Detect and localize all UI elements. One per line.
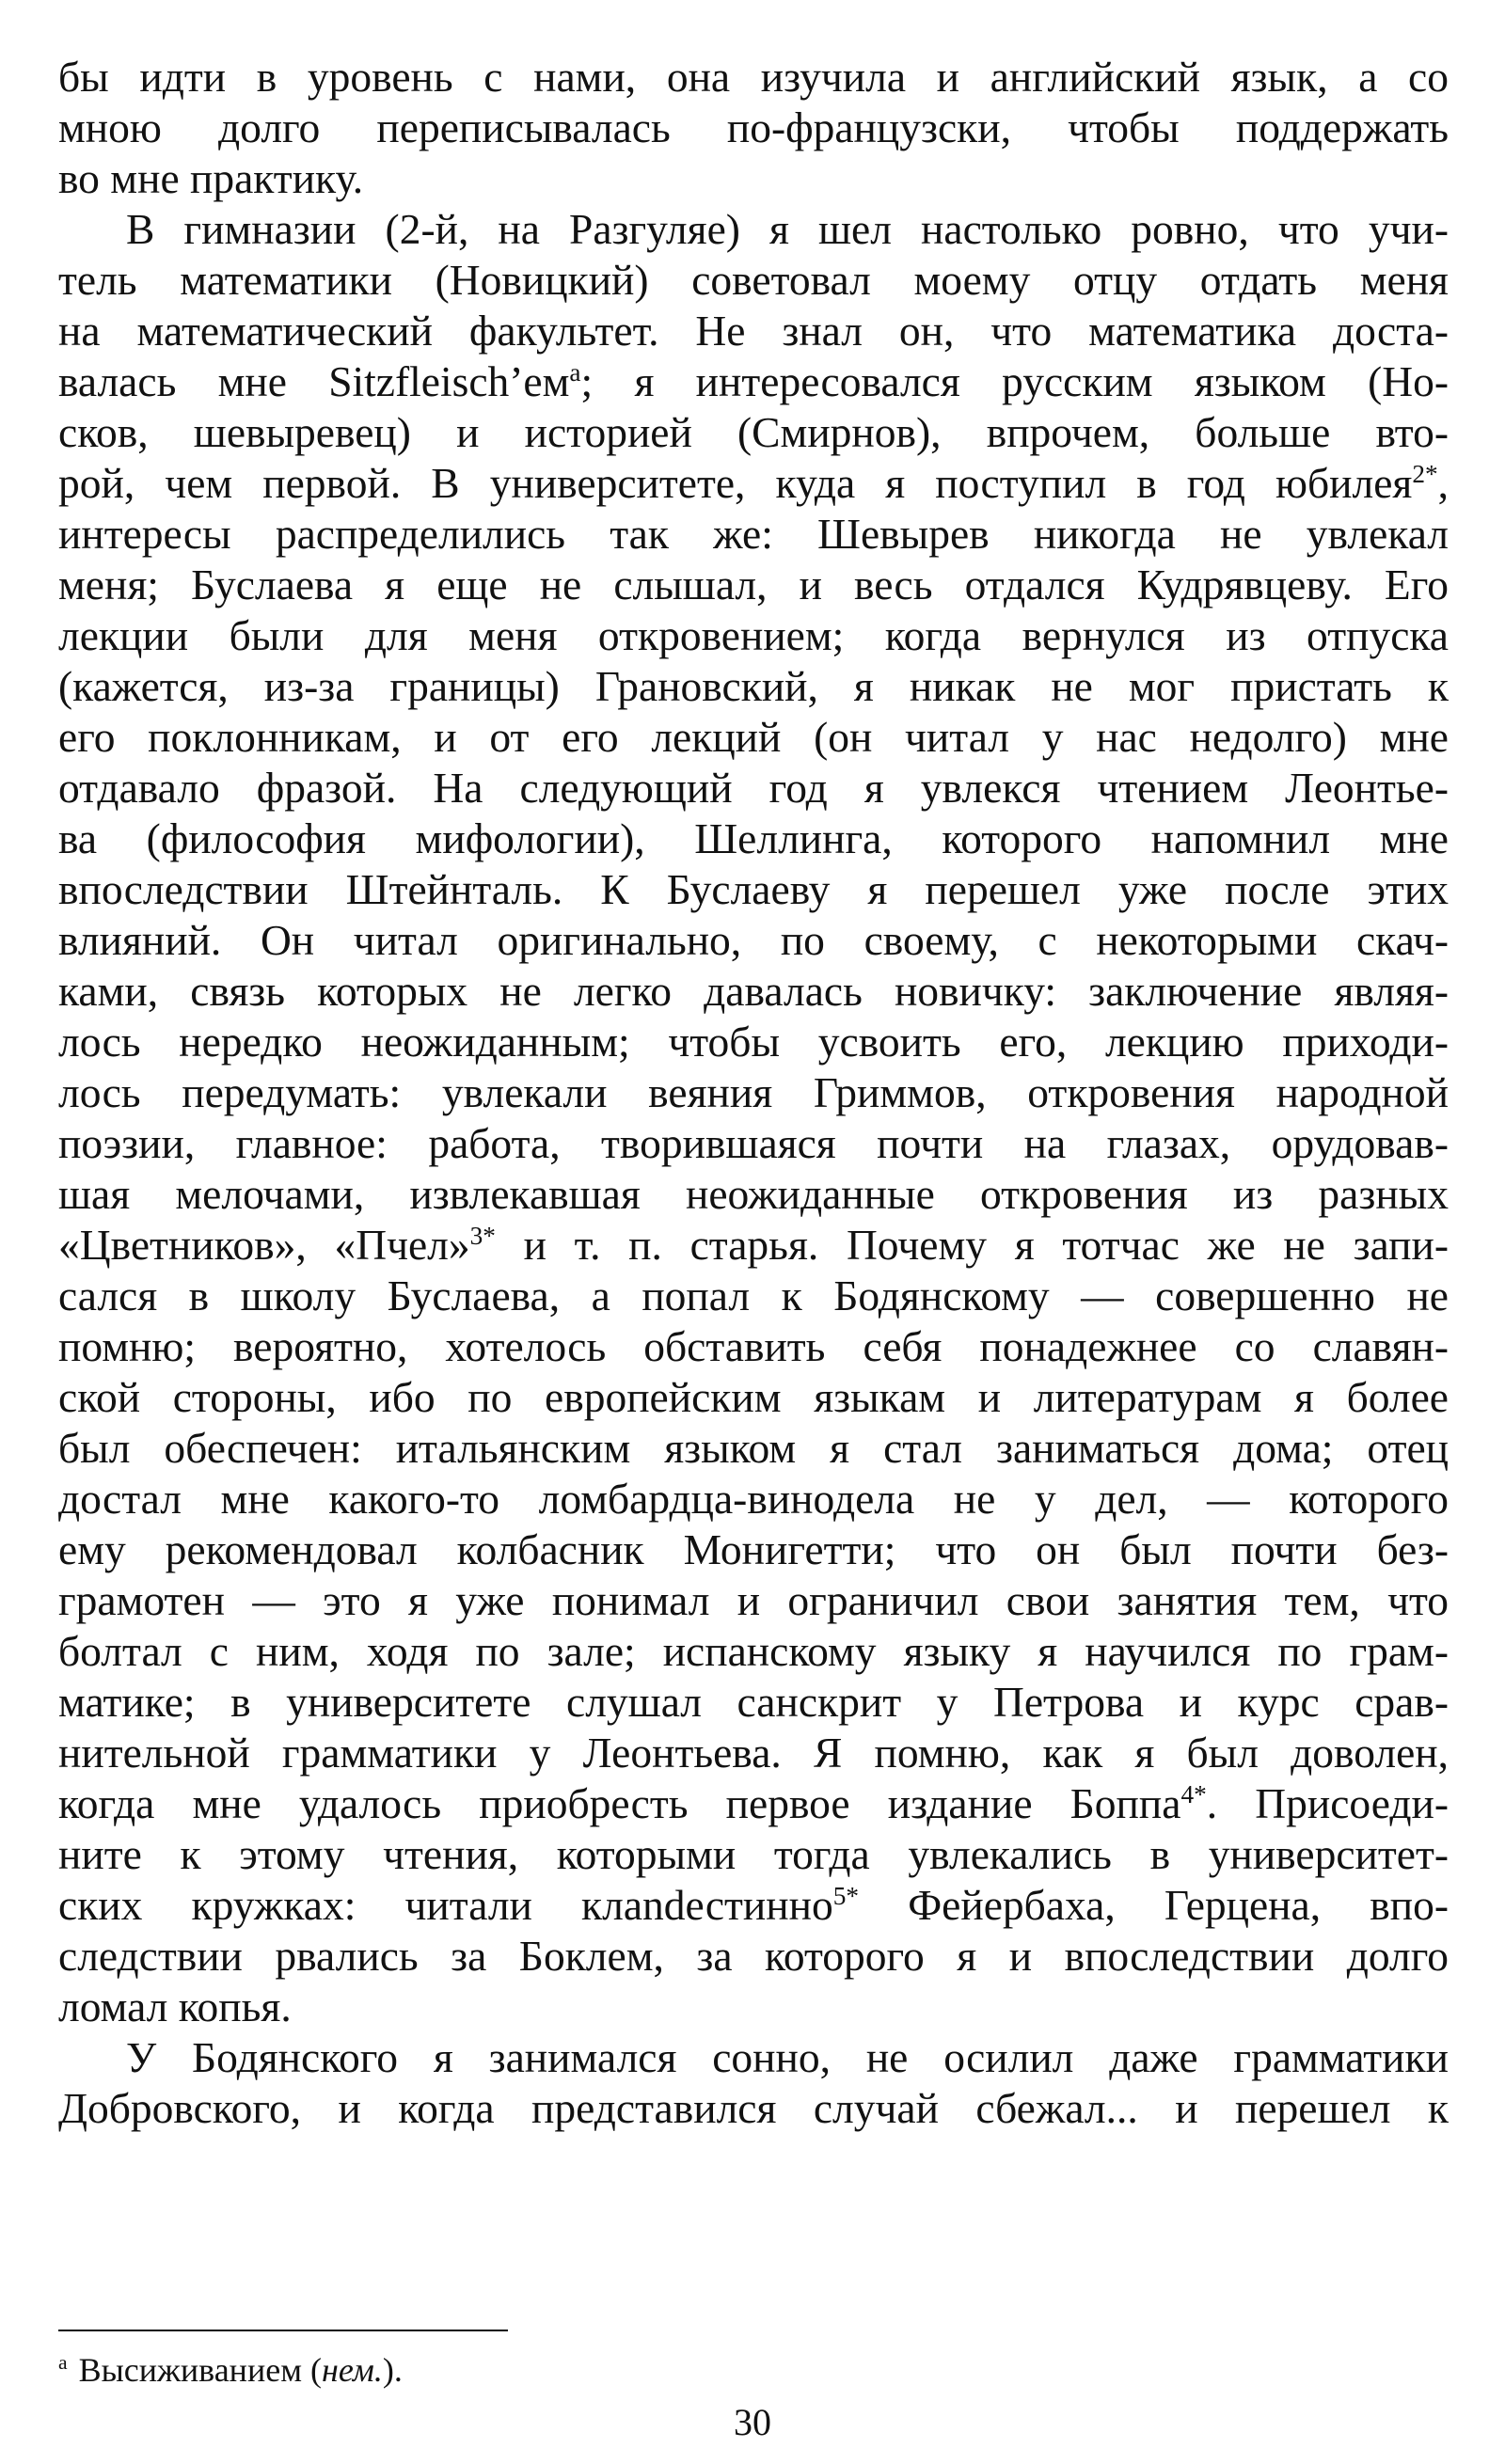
text-line-content: ните к этому чтения, которыми тогда увлекались в университет- — [58, 1830, 1449, 1878]
text-line — [58, 1423, 1449, 1474]
text-line-continuation: . Присоеди- — [1206, 1779, 1449, 1827]
text-line-content: ской стороны, ибо по европейским языкам и литературам я более — [58, 1373, 1449, 1421]
footnote-text: Высиживанием ( — [78, 2351, 322, 2389]
text-line-content: его поклонникам, и от его лекций (он читал у нас недолго) мне — [58, 713, 1449, 761]
text-line — [58, 52, 1449, 103]
text-line-content: нительной грамматики у Леонтьева. Я помню, как я был доволен, — [58, 1729, 1449, 1777]
text-line — [58, 1728, 1449, 1778]
text-line-content: лось нередко неожиданным; чтобы усвоить его, лекцию приходи- — [58, 1018, 1449, 1066]
text-line — [58, 1169, 1449, 1220]
text-line-continuation: ; я интересовался русским языком (Но- — [580, 357, 1449, 405]
text-line — [58, 153, 1449, 204]
text-line — [58, 1626, 1449, 1677]
text-line — [58, 458, 1449, 509]
text-line — [58, 1118, 1449, 1169]
text-line — [58, 1017, 1449, 1067]
text-line-continuation: , — [1437, 459, 1449, 507]
text-line-content: интересы распределились так же: Шевырев никогда не увлекал — [58, 510, 1449, 558]
text-line-content: сался в школу Буслаева, а попал к Бодянскому — совершенно не — [58, 1271, 1449, 1319]
text-line-content: ских кружках: читали клandестинно — [58, 1881, 833, 1929]
text-line-continuation: и т. п. старья. Почему я тотчас же не запи- — [495, 1221, 1449, 1269]
text-line — [58, 915, 1449, 966]
text-line — [58, 1220, 1449, 1271]
text-line — [58, 1474, 1449, 1524]
text-line-content: болтал с ним, ходя по зале; испанскому языку я научился по грам- — [58, 1627, 1449, 1675]
text-line-content: грамотен — это я уже понимал и ограничил свои занятия тем, что — [58, 1576, 1449, 1624]
text-line — [58, 712, 1449, 763]
text-line — [58, 1524, 1449, 1575]
note-reference: 2* — [1412, 459, 1438, 488]
footnote-divider — [58, 2330, 508, 2331]
text-line-content: сков, шевыревец) и историей (Смирнов), впрочем, больше вто- — [58, 408, 1449, 456]
text-line-content: лекции были для меня откровением; когда вернулся из отпуска — [58, 611, 1449, 659]
note-reference: 5* — [832, 1881, 860, 1910]
text-line-content: помню; вероятно, хотелось обставить себя понадежнее со славян- — [58, 1322, 1449, 1370]
text-line-content: поэзии, главное: работа, творившаяся почти на глазах, орудовав- — [58, 1119, 1449, 1167]
text-line-content: бы идти в уровень с нами, она изучила и английский язык, а со — [58, 53, 1449, 101]
note-reference: а — [569, 357, 581, 387]
text-line-content: мною долго переписывалась по-французски, чтобы поддержать — [58, 103, 1449, 151]
text-line — [58, 1982, 1449, 2032]
text-line-content: достал мне какого-то ломбардца-винодела не у дел, — которого — [58, 1475, 1449, 1523]
text-line — [58, 1829, 1449, 1880]
main-text — [58, 52, 1449, 2134]
text-line — [58, 966, 1449, 1017]
text-line — [58, 407, 1449, 458]
text-line-content: отдавало фразой. На следующий год я увлекся чтением Леонтье- — [58, 764, 1449, 812]
text-line — [58, 661, 1449, 712]
text-line — [58, 204, 1449, 255]
text-line — [58, 1778, 1449, 1829]
text-line-content: ломал копья. — [58, 1982, 292, 2030]
text-line-content: ва (философия мифологии), Шеллинга, которого напомнил мне — [58, 814, 1449, 862]
text-line — [58, 2083, 1449, 2134]
text-line — [58, 509, 1449, 560]
text-line-content: шая мелочами, извлекавшая неожиданные откровения из разных — [58, 1170, 1449, 1218]
text-line — [58, 864, 1449, 915]
text-line — [58, 1372, 1449, 1423]
text-line-content: У Бодянского я занимался сонно, не осилил даже грамматики — [126, 2033, 1449, 2081]
text-line — [58, 306, 1449, 356]
text-line-content: лось передумать: увлекали веяния Гриммов, откровения народной — [58, 1068, 1449, 1116]
text-line — [58, 763, 1449, 813]
note-reference: 4* — [1180, 1779, 1207, 1809]
text-line-content: влияний. Он читал оригинально, по своему, с некоторыми скач- — [58, 916, 1449, 964]
text-line — [58, 610, 1449, 661]
text-line — [58, 1880, 1449, 1931]
text-line — [58, 1271, 1449, 1321]
footnote — [58, 2349, 403, 2391]
text-line-content: меня; Буслаева я еще не слышал, и весь отдался Кудрявцеву. Его — [58, 561, 1449, 608]
text-line-content: рой, чем первой. В университете, куда я поступил в год юбилея — [58, 459, 1413, 507]
footnote-language-note: нем. — [321, 2351, 383, 2389]
text-line-content: ками, связь которых не легко давалась новичку: заключение являя- — [58, 967, 1449, 1015]
text-line-continuation: Фейербаха, Герцена, впо- — [859, 1881, 1449, 1929]
text-line — [58, 2032, 1449, 2083]
text-line — [58, 560, 1449, 610]
note-reference: 3* — [469, 1221, 496, 1250]
page-number: 30 — [734, 2401, 771, 2443]
text-line — [58, 1067, 1449, 1118]
text-line — [58, 1931, 1449, 1982]
text-line-content: тель математики (Новицкий) советовал моему отцу отдать меня — [58, 256, 1449, 304]
text-line-content: когда мне удалось приобресть первое издание Боппа — [58, 1779, 1181, 1827]
footnote-text-end: ). — [382, 2351, 403, 2389]
text-line-content: В гимназии (2-й, на Разгуляе) я шел настолько ровно, что учи- — [126, 205, 1449, 253]
text-line-content: следствии рвались за Боклем, за которого я и впоследствии долго — [58, 1932, 1449, 1980]
text-line-content: (кажется, из-за границы) Грановский, я никак не мог пристать к — [58, 662, 1449, 710]
footnote-marker: а — [58, 2351, 68, 2374]
text-line — [58, 1321, 1449, 1372]
text-line — [58, 1575, 1449, 1626]
text-line — [58, 255, 1449, 306]
text-line-content: во мне практику. — [58, 154, 364, 202]
text-line-content: был обеспечен: итальянским языком я стал заниматься дома; отец — [58, 1424, 1449, 1472]
text-line — [58, 1677, 1449, 1728]
text-line-content: на математический факультет. Не знал он, что математика доста- — [58, 307, 1449, 355]
text-line-content: Добровского, и когда представился случай сбежал... и перешел к — [58, 2084, 1449, 2132]
text-line-content: ему рекомендовал колбасник Монигетти; что он был почти без- — [58, 1525, 1449, 1573]
text-line — [58, 103, 1449, 153]
text-line-content: «Цветников», «Пчел» — [58, 1221, 470, 1269]
text-line — [58, 356, 1449, 407]
text-line-content: матике; в университете слушал санскрит у Петрова и курс срав- — [58, 1678, 1449, 1726]
text-line — [58, 813, 1449, 864]
text-line-content: впоследствии Штейнталь. К Буслаеву я перешел уже после этих — [58, 865, 1449, 913]
text-line-content: валась мне Sitzfleisch’ем — [58, 357, 570, 405]
